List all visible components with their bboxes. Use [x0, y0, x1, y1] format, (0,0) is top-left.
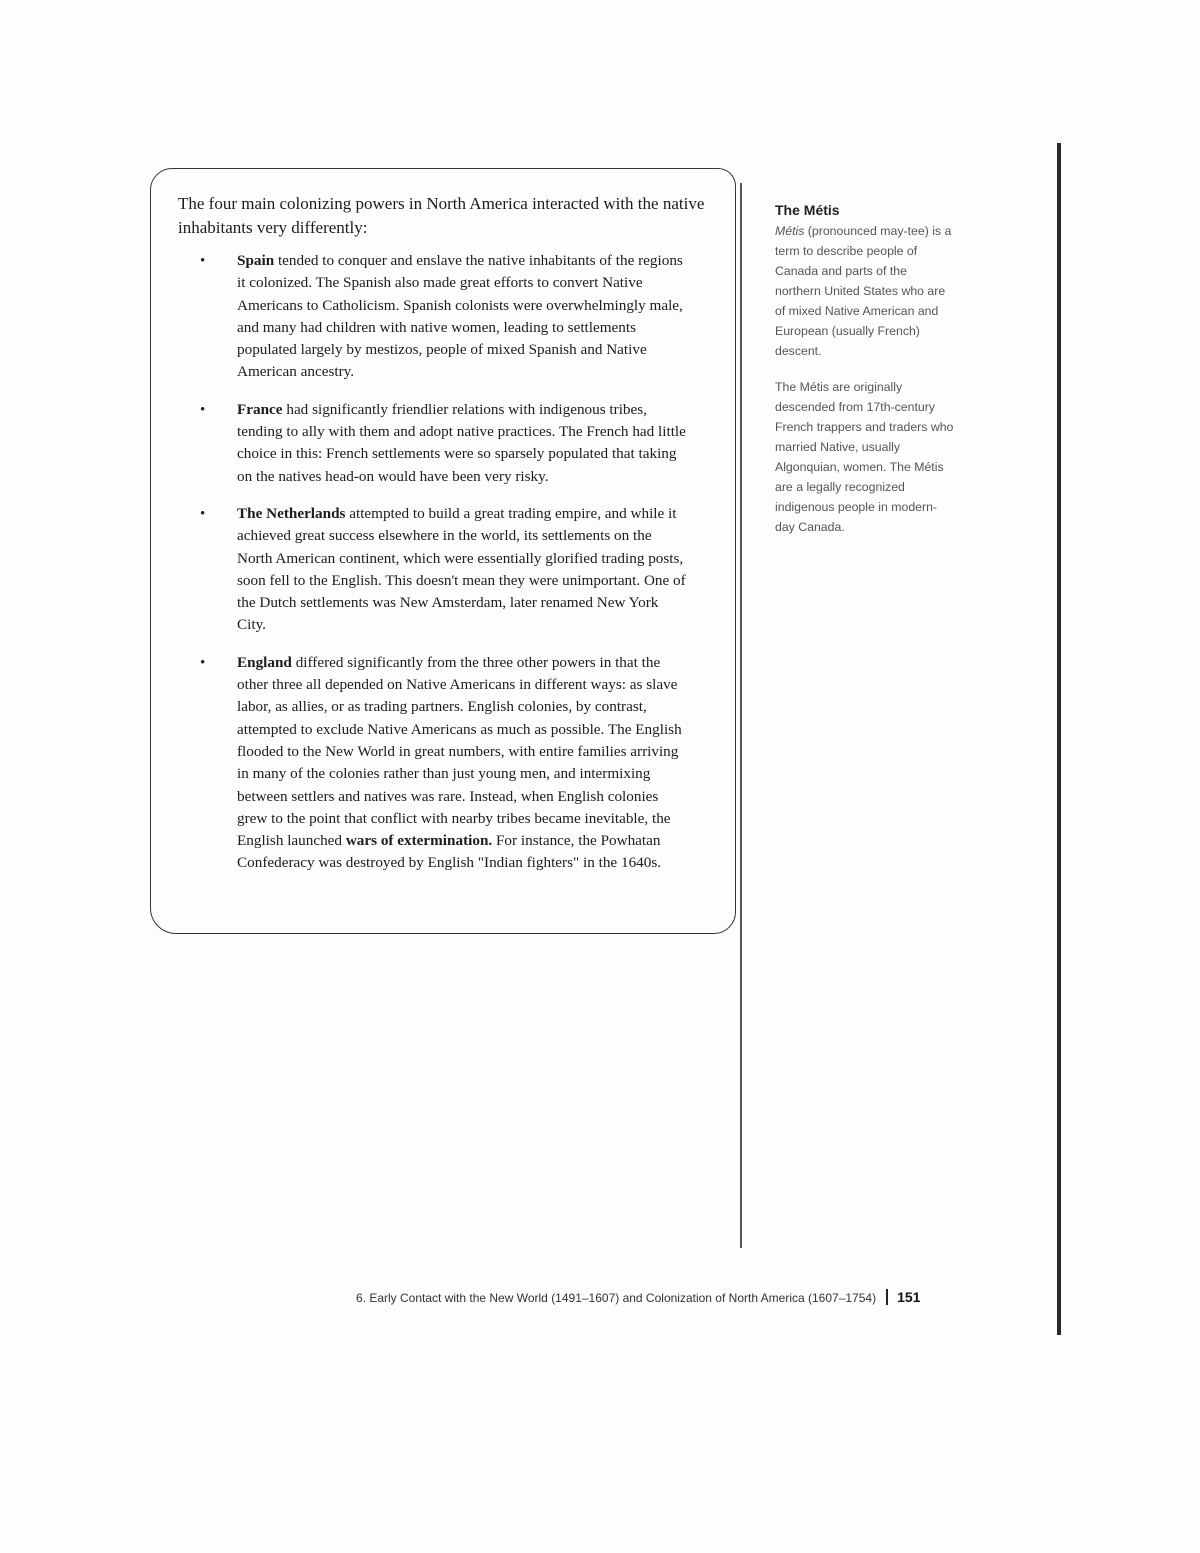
bullet-icon: • — [200, 654, 206, 671]
term-spain: Spain — [237, 252, 275, 269]
list-item-spain — [200, 250, 690, 384]
bullet-icon: • — [200, 505, 206, 522]
sidebar-note — [775, 200, 955, 553]
text-england-after: For instance, the Powhatan Confederacy was destroyed by English "Indian fighters" in the 1640s. — [237, 832, 662, 872]
text-spain: tended to conquer and enslave the native inhabitants of the regions it colonized. The Spanish also made great efforts to convert Native Americans to Catholicism. Spanish colonists were overwhelmingly male, and many had children with native women, leading to settlements populated largely by mestizos, people of mixed Spanish and Native American ancestry. — [237, 252, 683, 381]
list-item-england — [200, 652, 690, 875]
page-edge-bar — [1057, 143, 1061, 1335]
sidebar-definition: (pronounced may-tee) is a term to describe people of Canada and parts of the northern United States who are of mixed Native American and European (usually French) descent. — [775, 224, 952, 358]
term-england: England — [237, 653, 292, 671]
sidebar-paragraph-2: The Métis are originally descended from 17th-century French trappers and traders who married Native, usually Algonquian, women. The Métis are a legally recognized indigenous people in modern-day Canada. — [775, 380, 954, 534]
list-item-netherlands — [200, 503, 690, 637]
sidebar-paragraph-1 — [775, 221, 955, 361]
intro-paragraph: The four main colonizing powers in North America interacted with the native inhabitants very differently: — [178, 194, 705, 237]
page-footer — [356, 1289, 920, 1305]
text-france: had significantly friendlier relations with indigenous tribes, tending to ally with them and adopt native practices. The French had little choice in this: French settlements were so sparsely populated that taking on the natives head-on would have been very risky. — [237, 400, 686, 485]
text-netherlands: attempted to build a great trading empire, and while it achieved great success elsewhere in the world, its settlements on the North American continent, which were essentially glorified trading posts, soon fell to the English. This doesn't mean they were unimportant. One of the Dutch settlements was New Amsterdam, later renamed New York City. — [237, 504, 686, 634]
chapter-title: 6. Early Contact with the New World (1491–1607) and Colonization of North America (1607–1754) — [356, 1291, 877, 1305]
emphasis-wars-of-extermination: wars of extermination. — [345, 832, 493, 850]
text-england: differed significantly from the three other powers in that the other three all depended on Native Americans in different ways: as slave labor, as allies, or as trading partners. English colonies, by contrast, attempted to exclude Native Americans as much as possible. The English flooded to the New World in great numbers, with entire families arriving in many of the colonies rather than just young men, and intermixing between settlers and natives was rare. Instead, when English colonies grew to the point that conflict with nearby tribes became inevitable, the English launched — [237, 653, 682, 850]
list-item-france — [200, 399, 690, 488]
column-divider — [740, 183, 742, 1248]
term-france: France — [237, 400, 283, 418]
term-netherlands: The Netherlands — [237, 504, 346, 522]
page-number: 151 — [897, 1289, 921, 1305]
bullet-icon: • — [200, 253, 206, 269]
footer-separator — [886, 1289, 888, 1305]
colonizer-list — [200, 250, 690, 890]
sidebar-term: Métis — [775, 224, 805, 238]
sidebar-title: The Métis — [775, 202, 840, 218]
bullet-icon: • — [200, 401, 206, 418]
